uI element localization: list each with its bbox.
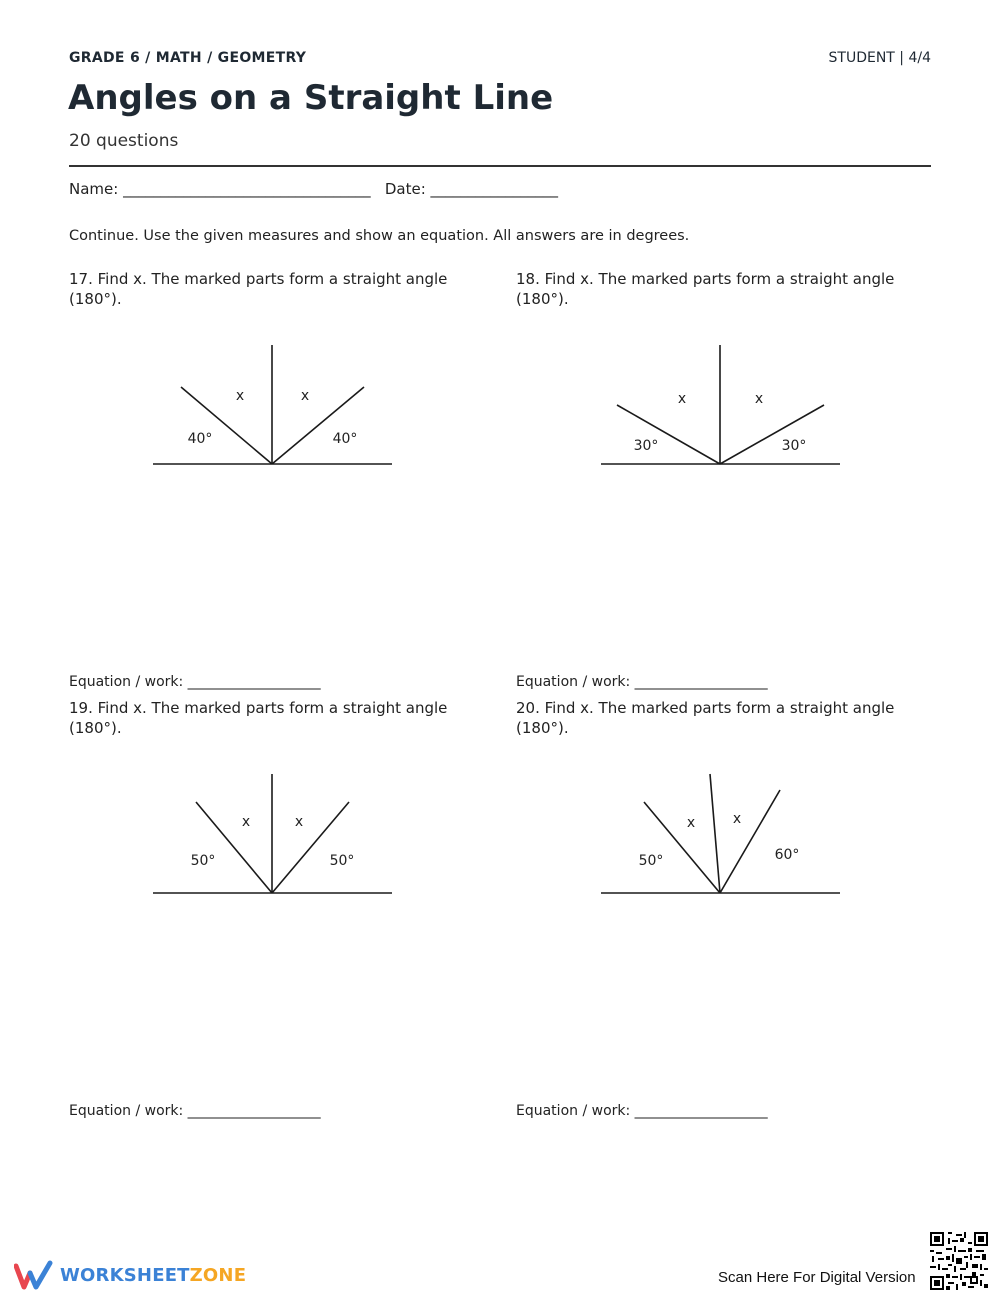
logo-mark-icon (14, 1260, 54, 1290)
angle-label: 30° (781, 438, 807, 454)
page-info: STUDENT | 4/4 (828, 50, 931, 66)
angle-label: x (300, 388, 310, 404)
instructions: Continue. Use the given measures and show an equation. All answers are in degrees. (69, 228, 690, 244)
logo-text (60, 1265, 246, 1286)
ray (720, 405, 824, 464)
angle-label: x (686, 815, 696, 831)
qr-code-icon[interactable] (930, 1232, 988, 1290)
work-line-q18: Equation / work: ___________________ (516, 674, 768, 690)
logo-text-worksheet: WORKSHEET (60, 1264, 190, 1286)
breadcrumb: GRADE 6 / MATH / GEOMETRY (69, 50, 307, 66)
angle-label: 30° (633, 438, 659, 454)
work-line-q20: Equation / work: ___________________ (516, 1103, 768, 1119)
angle-label: 60° (774, 847, 800, 863)
angle-label: 40° (187, 431, 213, 447)
angle-label: x (754, 391, 764, 407)
figure-q20 (598, 769, 843, 899)
header-divider (69, 165, 931, 167)
ray (710, 774, 720, 893)
figure-q17 (150, 340, 395, 470)
ray (272, 387, 364, 464)
name-date-line: Name: _________________________________ Date: _________________ (69, 180, 559, 198)
question-20: 20. Find x. The marked parts form a straight angle (180°). (516, 699, 895, 737)
figure-q19 (150, 769, 395, 899)
ray (181, 387, 272, 464)
angle-label: 50° (190, 853, 216, 869)
question-19: 19. Find x. The marked parts form a straight angle (180°). (69, 699, 448, 737)
ray (644, 802, 720, 893)
angle-label: x (235, 388, 245, 404)
ray (272, 802, 349, 893)
angle-label: 40° (332, 431, 358, 447)
page-title: Angles on a Straight Line (68, 78, 554, 118)
angle-label: x (732, 811, 742, 827)
question-17: 17. Find x. The marked parts form a straight angle (180°). (69, 270, 448, 308)
work-line-q17: Equation / work: ___________________ (69, 674, 321, 690)
angle-label: x (677, 391, 687, 407)
figure-q18 (598, 340, 843, 470)
work-line-q19: Equation / work: ___________________ (69, 1103, 321, 1119)
ray (196, 802, 272, 893)
question-count: 20 questions (69, 131, 179, 151)
angle-label: 50° (329, 853, 355, 869)
ray (720, 790, 780, 893)
scan-caption: Scan Here For Digital Version (718, 1269, 916, 1286)
angle-label: x (241, 814, 251, 830)
logo-text-zone: ZONE (189, 1264, 247, 1286)
angle-label: x (294, 814, 304, 830)
worksheetzone-logo[interactable] (14, 1258, 246, 1292)
question-18: 18. Find x. The marked parts form a straight angle (180°). (516, 270, 895, 308)
angle-label: 50° (638, 853, 664, 869)
ray (617, 405, 720, 464)
